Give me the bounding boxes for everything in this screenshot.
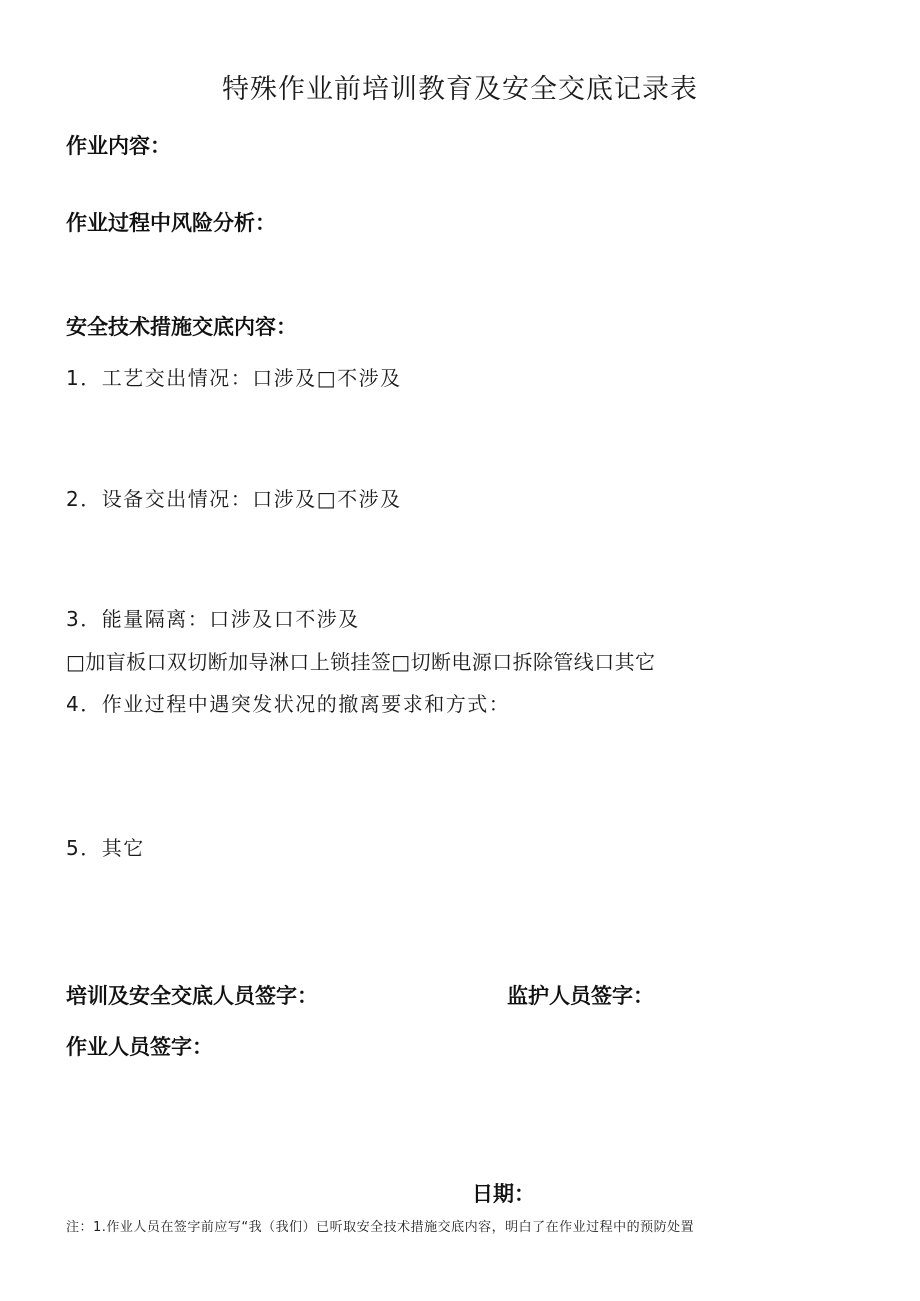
trainer-signature-label: 培训及安全交底人员签字： (66, 984, 318, 1008)
item-equipment-handover: 2．设备交出情况：口涉及□不涉及 (66, 487, 402, 511)
item-other: 5．其它 (66, 836, 145, 860)
supervisor-signature-label: 监护人员签字： (507, 984, 654, 1008)
item-energy-isolation: 3．能量隔离：口涉及口不涉及 (66, 607, 360, 631)
safety-measures-label: 安全技术措施交底内容： (66, 315, 297, 339)
item-process-handover: 1．工艺交出情况：口涉及□不涉及 (66, 366, 402, 390)
risk-analysis-label: 作业过程中风险分析： (66, 211, 276, 235)
item-isolation-methods: □加盲板口双切断加导淋口上锁挂签□切断电源口拆除管线口其它 (66, 650, 656, 674)
item-evacuation-requirements: 4．作业过程中遇突发状况的撤离要求和方式： (66, 692, 511, 716)
worker-signature-label: 作业人员签字： (66, 1035, 213, 1059)
footnote: 注：1.作业人员在签字前应写“我（我们）已听取安全技术措施交底内容，明白了在作业过程中的预防处置 (66, 1220, 695, 1235)
date-label: 日期： (472, 1182, 535, 1206)
work-content-label: 作业内容： (66, 134, 171, 158)
page-title: 特殊作业前培训教育及安全交底记录表 (222, 74, 698, 105)
